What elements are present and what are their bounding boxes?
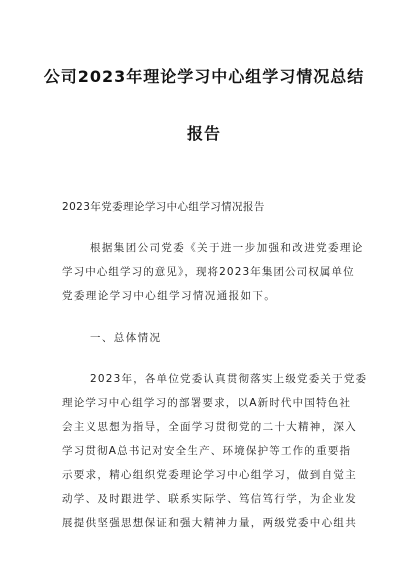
intro-line-2: 学习中心组学习的意见》，现将2023年集团公司权属单位 — [62, 266, 355, 278]
report-subtitle: 2023年党委理论学习中心组学习情况报告 — [62, 201, 265, 213]
intro-line-3: 党委理论学习中心组学习情况通报如下。 — [62, 290, 277, 302]
body-line-6: 动学、及时跟进学、联系实际学、笃信笃行学，为企业发 — [62, 493, 357, 505]
body-line-7: 展提供坚强思想保证和强大精神力量，两级党委中心组共 — [62, 517, 357, 529]
body-line-4: 学习贯彻A总书记对安全生产、环境保护等工作的重要指 — [62, 445, 352, 457]
body-line-2: 理论学习中心组学习的部署要求，以A新时代中国特色社 — [62, 397, 352, 409]
body-line-5: 示要求，精心组织党委理论学习中心组学习，做到自觉主 — [62, 469, 357, 481]
document-title-line-1: 公司2023年理论学习中心组学习情况总结 — [43, 67, 365, 86]
section-heading-overview: 一、总体情况 — [90, 332, 162, 344]
intro-line-1: 根据集团公司党委《关于进一步加强和改进党委理论 — [90, 242, 364, 254]
body-line-3: 会主义思想为指导，全面学习贯彻党的二十大精神，深入 — [62, 421, 357, 433]
document-title-line-2: 报告 — [186, 124, 221, 143]
body-line-1: 2023年，各单位党委认真贯彻落实上级党委关于党委 — [90, 373, 368, 385]
